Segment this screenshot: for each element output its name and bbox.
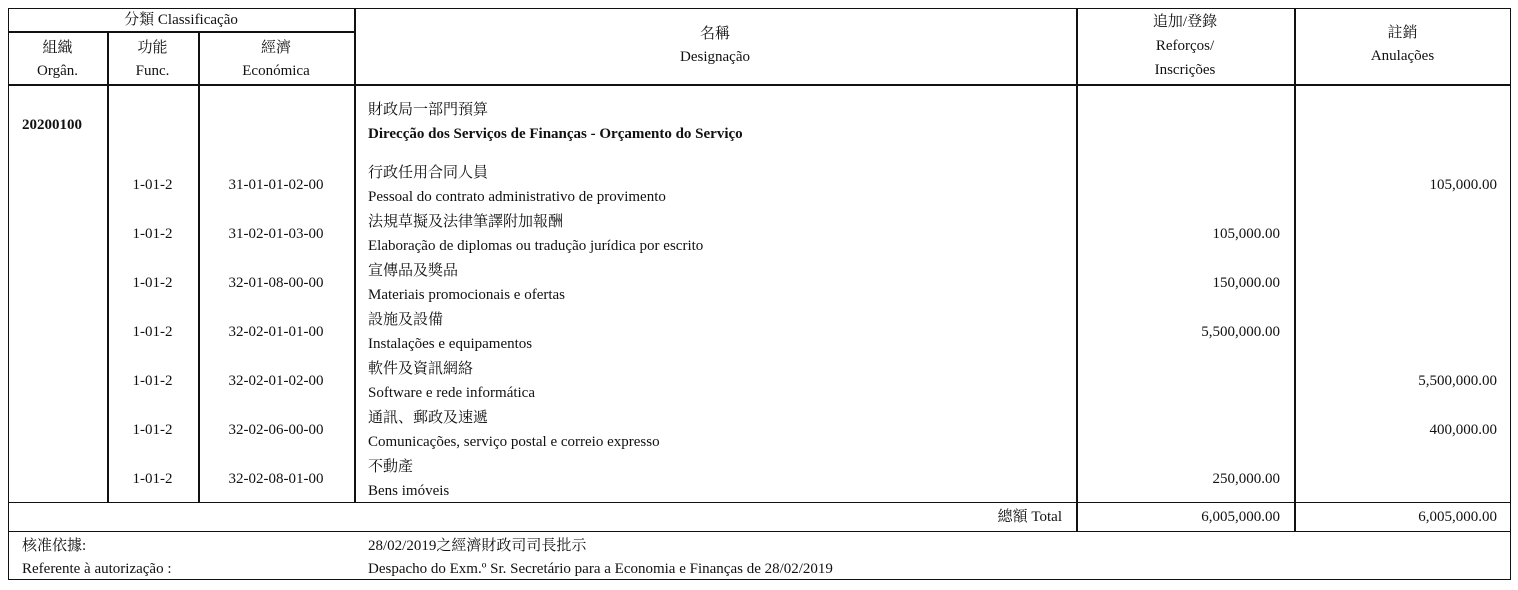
header-func-pt: Func. (135, 63, 170, 79)
row-econ: 32-02-01-02-00 (228, 373, 324, 389)
total-label: 總額 Total (997, 509, 1062, 525)
authorization-text-zh: 28/02/2019之經濟財政司司長批示 (368, 538, 587, 554)
header-reinforcement-zh: 追加/登錄 (1152, 14, 1218, 30)
header-designation-pt: Designação (680, 49, 750, 65)
row-econ: 32-02-01-01-00 (228, 324, 324, 340)
row-func: 1-01-2 (132, 422, 173, 438)
row-name-pt: Bens imóveis (368, 483, 450, 499)
col-line-annulment (1294, 8, 1296, 532)
row-annulment: 400,000.00 (1429, 422, 1497, 438)
row-name-zh: 法規草擬及法律筆譯附加報酬 (368, 214, 564, 230)
row-name-zh: 不動產 (368, 459, 414, 475)
header-annulment-zh: 註銷 (1387, 25, 1418, 41)
row-func: 1-01-2 (132, 324, 173, 340)
row-econ: 31-01-01-02-00 (228, 177, 324, 193)
row-annulment: 5,500,000.00 (1418, 373, 1497, 389)
row-func: 1-01-2 (132, 471, 173, 487)
row-name-zh: 宣傳品及獎品 (368, 263, 459, 279)
header-econ-pt: Económica (242, 63, 310, 79)
row-econ: 31-02-01-03-00 (228, 226, 324, 242)
header-organ-zh: 組織 (42, 40, 73, 56)
row-name-zh: 軟件及資訊網絡 (368, 361, 474, 377)
header-reinforcement-pt1: Reforços/ (1155, 38, 1215, 54)
row-name-zh: 行政任用合同人員 (368, 165, 489, 181)
total-annulment: 6,005,000.00 (1418, 509, 1497, 525)
row-econ: 32-02-06-00-00 (228, 422, 324, 438)
organ-name-zh: 財政局一部門預算 (368, 102, 489, 118)
authorization-label-zh: 核准依據: (22, 538, 87, 554)
organ-code: 20200100 (22, 117, 82, 133)
header-econ-zh: 經濟 (260, 40, 291, 56)
header-annulment-pt: Anulações (1370, 48, 1435, 64)
header-func-zh: 功能 (137, 40, 168, 56)
organ-name-pt: Direcção dos Serviços de Finanças - Orçamento do Serviço (368, 126, 743, 142)
header-reinforcement-pt2: Inscrições (1154, 62, 1216, 78)
row-func: 1-01-2 (132, 275, 173, 291)
row-annulment: 105,000.00 (1429, 177, 1497, 193)
row-func: 1-01-2 (132, 373, 173, 389)
header-organ-pt: Orgân. (37, 63, 78, 79)
row-name-pt: Instalações e equipamentos (368, 336, 533, 352)
row-name-pt: Materiais promocionais e ofertas (368, 287, 566, 303)
row-name-pt: Pessoal do contrato administrativo de provimento (368, 189, 666, 205)
row-name-pt: Comunicações, serviço postal e correio expresso (368, 434, 660, 450)
total-reinforcement: 6,005,000.00 (1201, 509, 1280, 525)
row-econ: 32-01-08-00-00 (228, 275, 324, 291)
row-reinforcement: 105,000.00 (1212, 226, 1280, 242)
authorization-label-pt: Referente à autorização : (22, 561, 172, 577)
header-bottom-line (8, 84, 1511, 86)
col-line-reinforcement (1076, 8, 1078, 532)
col-line-designation (354, 8, 356, 502)
header-classification: 分類 Classificação (124, 12, 238, 28)
row-reinforcement: 5,500,000.00 (1201, 324, 1280, 340)
row-econ: 32-02-08-01-00 (228, 471, 324, 487)
classification-divider-line (8, 31, 354, 33)
row-name-zh: 設施及設備 (368, 312, 444, 328)
row-name-pt: Elaboração de diplomas ou tradução jurídica por escrito (368, 238, 704, 254)
header-designation-zh: 名稱 (699, 26, 730, 42)
row-func: 1-01-2 (132, 177, 173, 193)
authorization-text-pt: Despacho do Exm.º Sr. Secretário para a Economia e Finanças de 28/02/2019 (368, 561, 833, 577)
row-name-pt: Software e rede informática (368, 385, 535, 401)
row-reinforcement: 250,000.00 (1212, 471, 1280, 487)
row-func: 1-01-2 (132, 226, 173, 242)
row-reinforcement: 150,000.00 (1212, 275, 1280, 291)
row-name-zh: 通訊、郵政及速遞 (368, 410, 489, 426)
